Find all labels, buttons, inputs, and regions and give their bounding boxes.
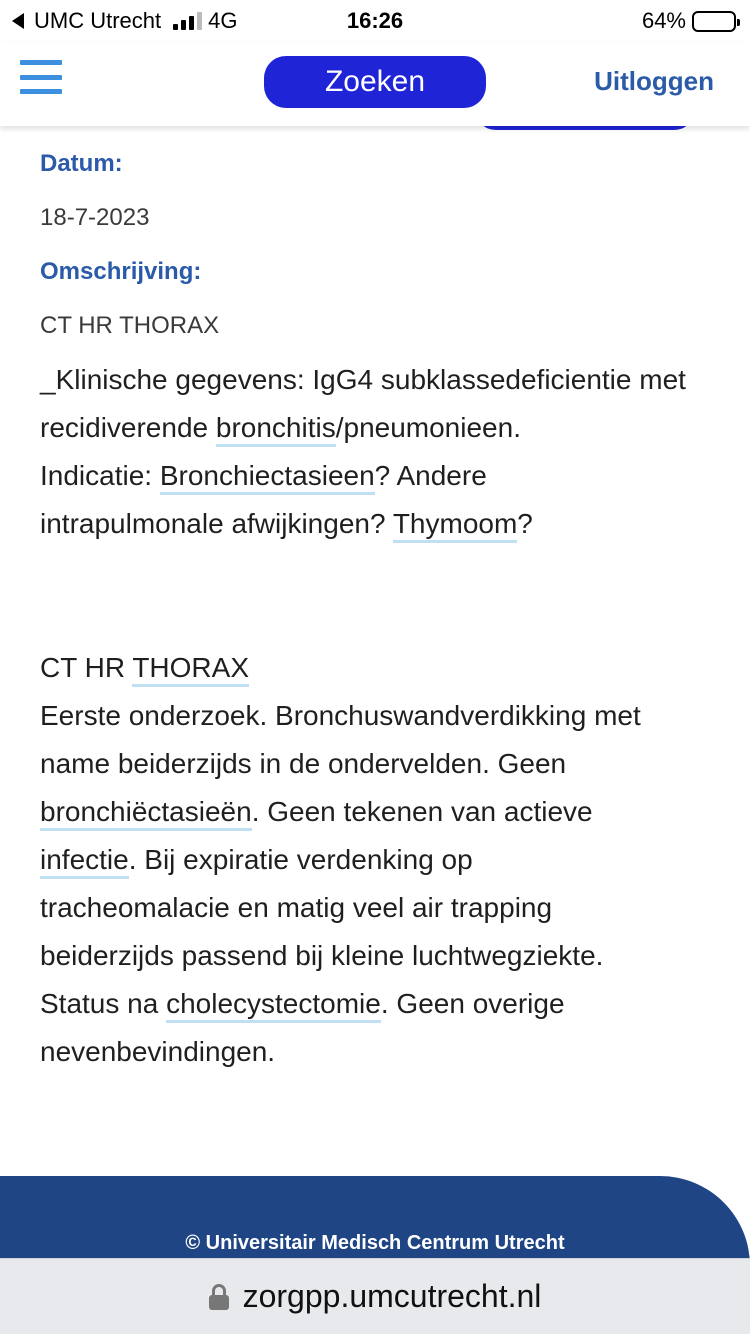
report-line: nevenbevindingen. bbox=[40, 1036, 276, 1067]
report-line bbox=[40, 500, 686, 548]
report-text-span: ? Andere bbox=[374, 460, 487, 491]
report-spacer bbox=[40, 548, 686, 644]
app-header bbox=[0, 42, 750, 126]
term-link-thymoom[interactable]: Thymoom bbox=[393, 508, 517, 543]
term-link-thorax[interactable]: THORAX bbox=[132, 652, 249, 687]
term-link-bronchiectasieen-2[interactable]: bronchiëctasieën bbox=[40, 796, 252, 831]
date-label: Datum: bbox=[40, 150, 123, 177]
date-value: 18-7-2023 bbox=[40, 204, 150, 231]
report-text-span: Indicatie: bbox=[40, 460, 160, 491]
signal-bars-icon bbox=[173, 12, 202, 30]
term-link-infectie[interactable]: infectie bbox=[40, 844, 129, 879]
term-link-bronchiectasieen[interactable]: Bronchiectasieen bbox=[160, 460, 375, 495]
report-line bbox=[40, 644, 686, 692]
report-line bbox=[40, 452, 686, 500]
report-text bbox=[40, 356, 686, 1076]
report-text-span: . Geen overige bbox=[380, 988, 565, 1019]
battery-icon bbox=[692, 11, 736, 32]
status-right bbox=[642, 8, 736, 34]
logout-link[interactable]: Uitloggen bbox=[594, 66, 714, 96]
description-label: Omschrijving: bbox=[40, 258, 202, 285]
report-text-span: intrapulmonale afwijkingen? bbox=[40, 508, 393, 539]
report-line: name beiderzijds in de ondervelden. Geen bbox=[40, 748, 567, 779]
report-text-span: /pneumonieen. bbox=[335, 412, 521, 443]
lock-icon bbox=[209, 1284, 229, 1310]
report-line: tracheomalacie en matig veel air trapping bbox=[40, 892, 553, 923]
network-label: 4G bbox=[208, 8, 238, 33]
carrier-label[interactable]: UMC Utrecht bbox=[34, 8, 162, 33]
report-line bbox=[40, 788, 686, 836]
browser-url-bar[interactable] bbox=[0, 1258, 750, 1334]
status-left bbox=[12, 8, 237, 34]
report-text-span: CT HR bbox=[40, 652, 133, 683]
footer-copyright: © Universitair Medisch Centrum Utrecht bbox=[185, 1232, 565, 1254]
term-link-cholecystectomie[interactable]: cholecystectomie bbox=[166, 988, 381, 1023]
report-line: _Klinische gegevens: IgG4 subklassedeficientie met bbox=[40, 364, 686, 395]
description-value: CT HR THORAX bbox=[40, 312, 220, 339]
report-line bbox=[40, 980, 686, 1028]
back-arrow-icon[interactable] bbox=[12, 13, 24, 29]
report-line bbox=[40, 836, 686, 884]
clock: 16:26 bbox=[346, 8, 404, 33]
report-line: beiderzijds passend bij kleine luchtwegziekte. bbox=[40, 940, 604, 971]
hamburger-menu-icon[interactable] bbox=[20, 60, 62, 94]
report-text-span: . Geen tekenen van actieve bbox=[251, 796, 593, 827]
report-line: Eerste onderzoek. Bronchuswandverdikking met bbox=[40, 700, 641, 731]
report-text-span: recidiverende bbox=[40, 412, 216, 443]
report-text-span: Status na bbox=[40, 988, 167, 1019]
term-link-bronchitis[interactable]: bronchitis bbox=[216, 412, 336, 447]
report-line bbox=[40, 404, 686, 452]
url-text[interactable]: zorgpp.umcutrecht.nl bbox=[242, 1278, 542, 1314]
search-button[interactable]: Zoeken bbox=[264, 56, 486, 108]
report-text-span: . Bij expiratie verdenking op bbox=[128, 844, 473, 875]
report-text-span: ? bbox=[517, 508, 533, 539]
status-bar bbox=[0, 0, 750, 42]
battery-percent: 64% bbox=[641, 8, 686, 33]
